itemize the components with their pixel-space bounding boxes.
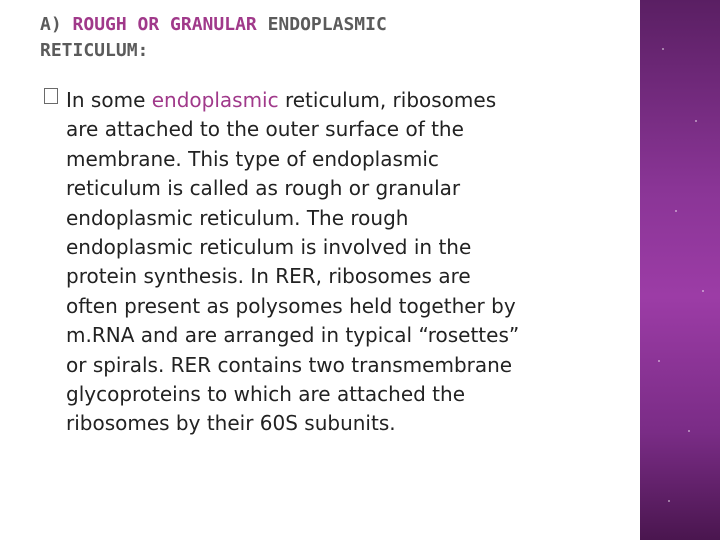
sparkle-decoration: [668, 500, 670, 502]
title-line-2: RETICULUM:: [40, 40, 149, 61]
bullet-line-3: membrane. This type of endoplasmic: [66, 146, 439, 171]
sparkle-decoration: [688, 430, 690, 432]
sparkle-decoration: [695, 120, 697, 122]
slide-title: [40, 12, 600, 64]
bullet-line-1-start: In some: [66, 88, 152, 112]
bullet-line-1: [66, 86, 596, 115]
bullet-line-2: are attached to the outer surface of the: [66, 117, 464, 142]
sparkle-decoration: [658, 360, 660, 362]
bullet-line-11: glycoproteins to which are attached the: [66, 382, 465, 407]
title-prefix: A): [40, 14, 73, 35]
bullet-line-6: endoplasmic reticulum is involved in the: [66, 235, 472, 260]
title-highlight: ROUGH OR GRANULAR: [72, 14, 257, 35]
bullet-line-9: m.RNA and are arranged in typical “rosettes”: [66, 323, 520, 348]
checkbox-bullet-icon: [44, 88, 58, 104]
bullet-line-4: reticulum is called as rough or granular: [66, 176, 461, 201]
decorative-sidebar: [640, 0, 720, 540]
sparkle-decoration: [702, 290, 704, 292]
bullet-text: [66, 86, 596, 439]
bullet-highlight: endoplasmic: [151, 88, 279, 112]
bullet-line-12: ribosomes by their 60S subunits.: [66, 411, 396, 436]
bullet-line-10: or spirals. RER contains two transmembrane: [66, 352, 513, 377]
bullet-line-5: endoplasmic reticulum. The rough: [66, 205, 409, 230]
bullet-line-8: often present as polysomes held together by: [66, 293, 516, 318]
bullet-line-7: protein synthesis. In RER, ribosomes are: [66, 264, 471, 289]
sparkle-decoration: [662, 48, 664, 50]
sparkle-decoration: [675, 210, 677, 212]
bullet-line-1-end: reticulum, ribosomes: [278, 88, 497, 112]
title-suffix: ENDOPLASMIC: [256, 14, 387, 35]
